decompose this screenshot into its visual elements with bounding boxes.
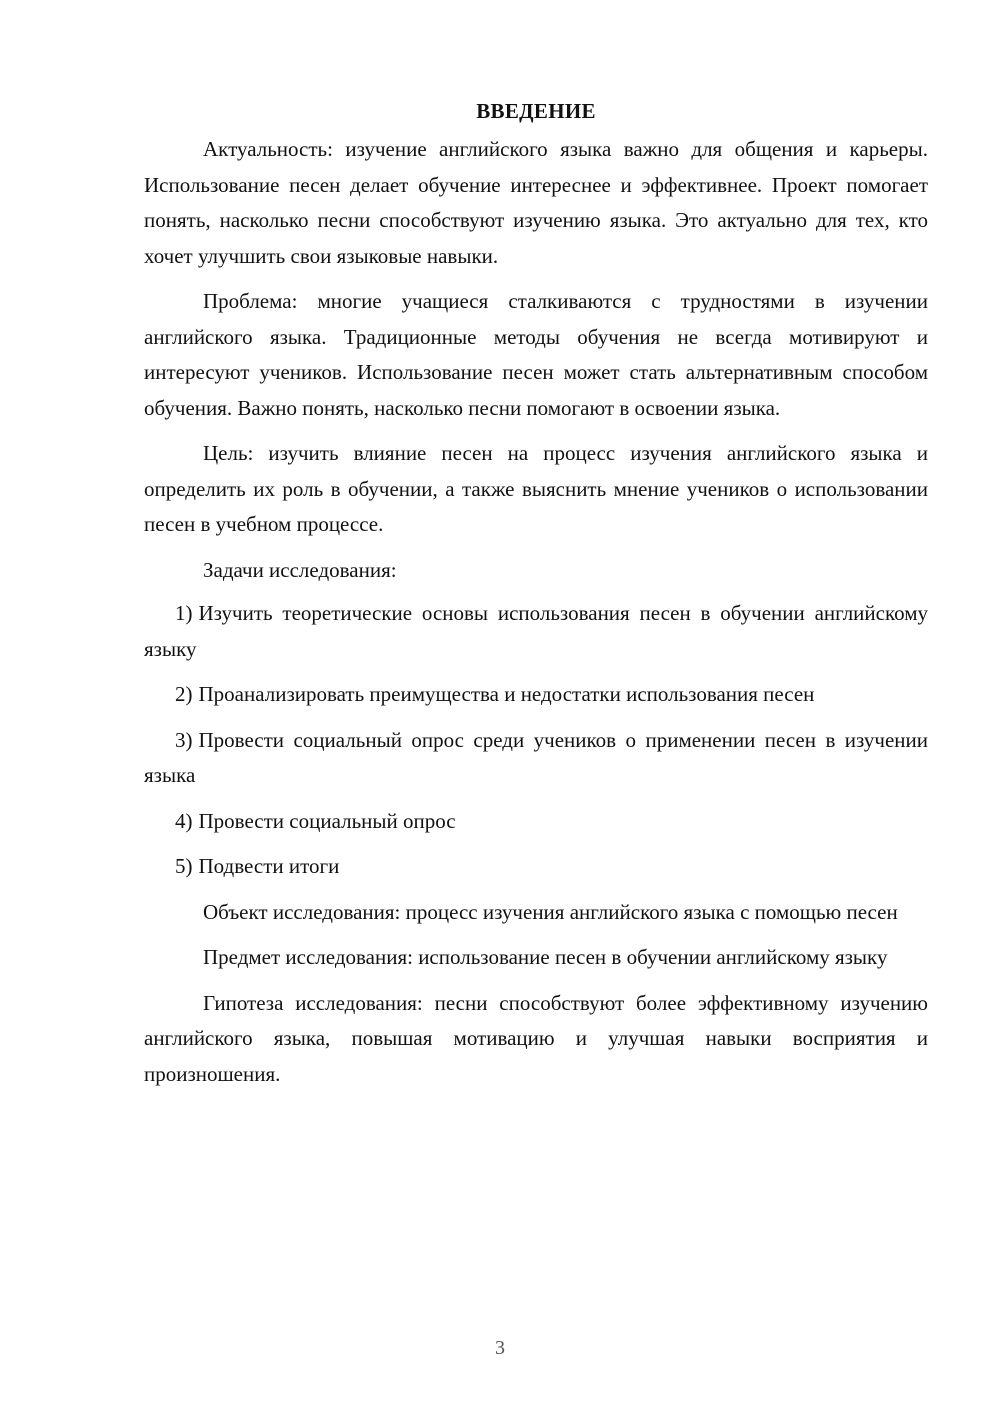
task-number: 1) [175, 601, 193, 625]
problem-paragraph: Проблема: многие учащиеся сталкиваются с трудностями в изучении английского языка. Традиционные методы обучения не всегда мотивируют и интересуют учеников. Использование песен может стать альтернативным способом обучения. Важно понять, насколько песни помогают в освоении языка. [144, 289, 928, 420]
object-paragraph: Объект исследования: процесс изучения английского языка с помощью песен [203, 899, 898, 924]
task-item [144, 677, 928, 713]
task-number: 2) [175, 682, 193, 706]
subject-paragraph: Предмет исследования: использование песен в обучении английскому языку [203, 945, 888, 969]
task-item [144, 804, 928, 840]
task-text: Провести социальный опрос [198, 808, 456, 833]
hypothesis-paragraph: Гипотеза исследования: песни способствуют более эффективному изучению английского языка, повышая мотивацию и улучшая навыки восприятия и произношения. [144, 990, 928, 1086]
task-item [144, 849, 928, 885]
page-number: 3 [495, 1337, 505, 1359]
goal-paragraph: Цель: изучить влияние песен на процесс изучения английского языка и определить их роль в обучении, а также выяснить мнение учеников о использовании песен в учебном процессе. [144, 441, 928, 536]
task-text: Подвести итоги [198, 854, 340, 878]
section-title: ВВЕДЕНИЕ [476, 99, 596, 123]
task-text: Провести социальный опрос среди учеников о применении песен в изучении языка [144, 727, 928, 787]
task-text: Проанализировать преимущества и недостатки использования песен [198, 682, 815, 706]
task-item [144, 723, 928, 794]
task-number: 5) [175, 854, 193, 878]
task-text: Изучить теоретические основы использования песен в обучении английскому языку [144, 601, 928, 661]
document-page [144, 96, 928, 1102]
task-number: 3) [175, 727, 193, 752]
task-item [144, 596, 928, 667]
tasks-heading: Задачи исследования: [203, 557, 397, 582]
task-number: 4) [175, 808, 193, 833]
relevance-paragraph: Актуальность: изучение английского языка важно для общения и карьеры. Использование песен делает обучение интереснее и эффективнее. Проект помогает понять, насколько песни способствуют изучению языка. Это актуально для тех, кто хочет улучшить свои языковые навыки. [144, 137, 928, 268]
